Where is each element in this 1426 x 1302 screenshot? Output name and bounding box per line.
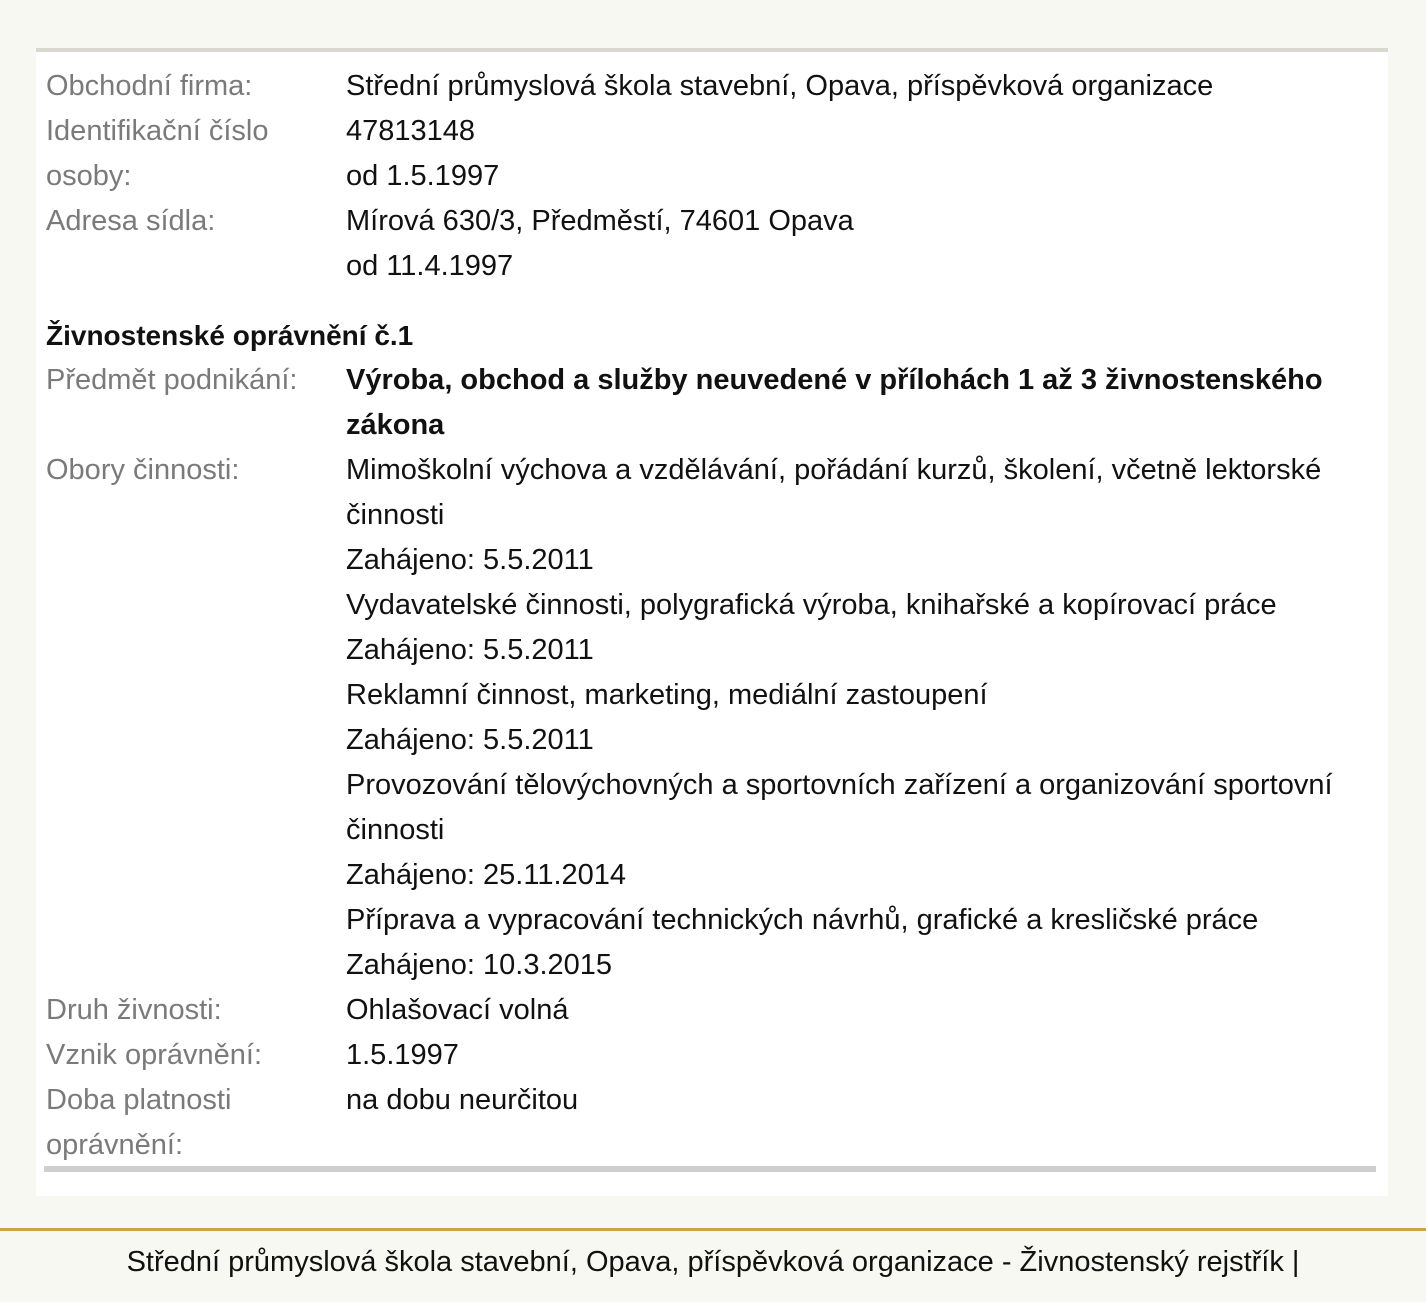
subject-row <box>36 358 1388 448</box>
validity-row <box>36 1078 1388 1168</box>
address-value <box>346 199 1388 289</box>
record-panel <box>36 48 1388 1196</box>
validity-label: Doba platnosti oprávnění: <box>46 1084 232 1161</box>
origin-value: 1.5.1997 <box>346 1039 459 1071</box>
footer-text: Střední průmyslová škola stavební, Opava, příspěvková organizace - Živnostenský rejstřík | <box>126 1246 1300 1278</box>
field-start: Zahájeno: 10.3.2015 <box>346 949 613 981</box>
field-name: Mimoškolní výchova a vzdělávání, pořádání kurzů, školení, včetně lektorské činnosti <box>346 454 1322 531</box>
firm-row <box>36 64 1388 109</box>
type-row <box>36 988 1388 1033</box>
firm-label: Obchodní firma: <box>46 70 253 102</box>
validity-value <box>346 1078 1388 1168</box>
firm-value <box>346 64 1388 109</box>
validity-text: na dobu neurčitou <box>346 1084 579 1116</box>
address-label: Adresa sídla: <box>46 205 216 237</box>
bottom-divider <box>44 1166 1376 1172</box>
field-start: Zahájeno: 5.5.2011 <box>346 544 594 576</box>
address-text: Mírová 630/3, Předměstí, 74601 Opava <box>346 205 854 237</box>
type-label: Druh živnosti: <box>46 994 222 1026</box>
field-name: Příprava a vypracování technických návrhů, grafické a kresličské práce <box>346 904 1259 936</box>
field-name: Provozování tělovýchovných a sportovních zařízení a organizování sportovní činnosti <box>346 769 1333 846</box>
fields-label: Obory činnosti: <box>46 454 240 486</box>
origin-label: Vznik oprávnění: <box>46 1039 263 1071</box>
type-value: Ohlašovací volná <box>346 994 569 1026</box>
validity-spacer <box>346 1123 1368 1168</box>
ico-number: 47813148 <box>346 115 476 147</box>
field-start: Zahájeno: 5.5.2011 <box>346 724 594 756</box>
footer-divider <box>0 1228 1426 1231</box>
subject-value: Výroba, obchod a služby neuvedené v přílohách 1 až 3 živnostenského zákona <box>346 364 1323 441</box>
ico-value <box>346 109 1388 199</box>
origin-row <box>36 1033 1388 1078</box>
ico-label: Identifikační číslo osoby: <box>46 115 269 192</box>
fields-list <box>346 448 1388 988</box>
firm-name: Střední průmyslová škola stavební, Opava, příspěvková organizace <box>346 70 1214 102</box>
ico-since: od 1.5.1997 <box>346 160 500 192</box>
fields-row <box>36 448 1388 988</box>
ico-row <box>36 109 1388 199</box>
field-name: Reklamní činnost, marketing, mediální zastoupení <box>346 679 988 711</box>
subject-label: Předmět podnikání: <box>46 364 298 396</box>
field-start: Zahájeno: 25.11.2014 <box>346 859 627 891</box>
address-row <box>36 199 1388 289</box>
field-name: Vydavatelské činnosti, polygrafická výroba, knihařské a kopírovací práce <box>346 589 1277 621</box>
address-since: od 11.4.1997 <box>346 250 514 282</box>
field-start: Zahájeno: 5.5.2011 <box>346 634 594 666</box>
permit-title: Živnostenské oprávnění č.1 <box>46 320 414 351</box>
